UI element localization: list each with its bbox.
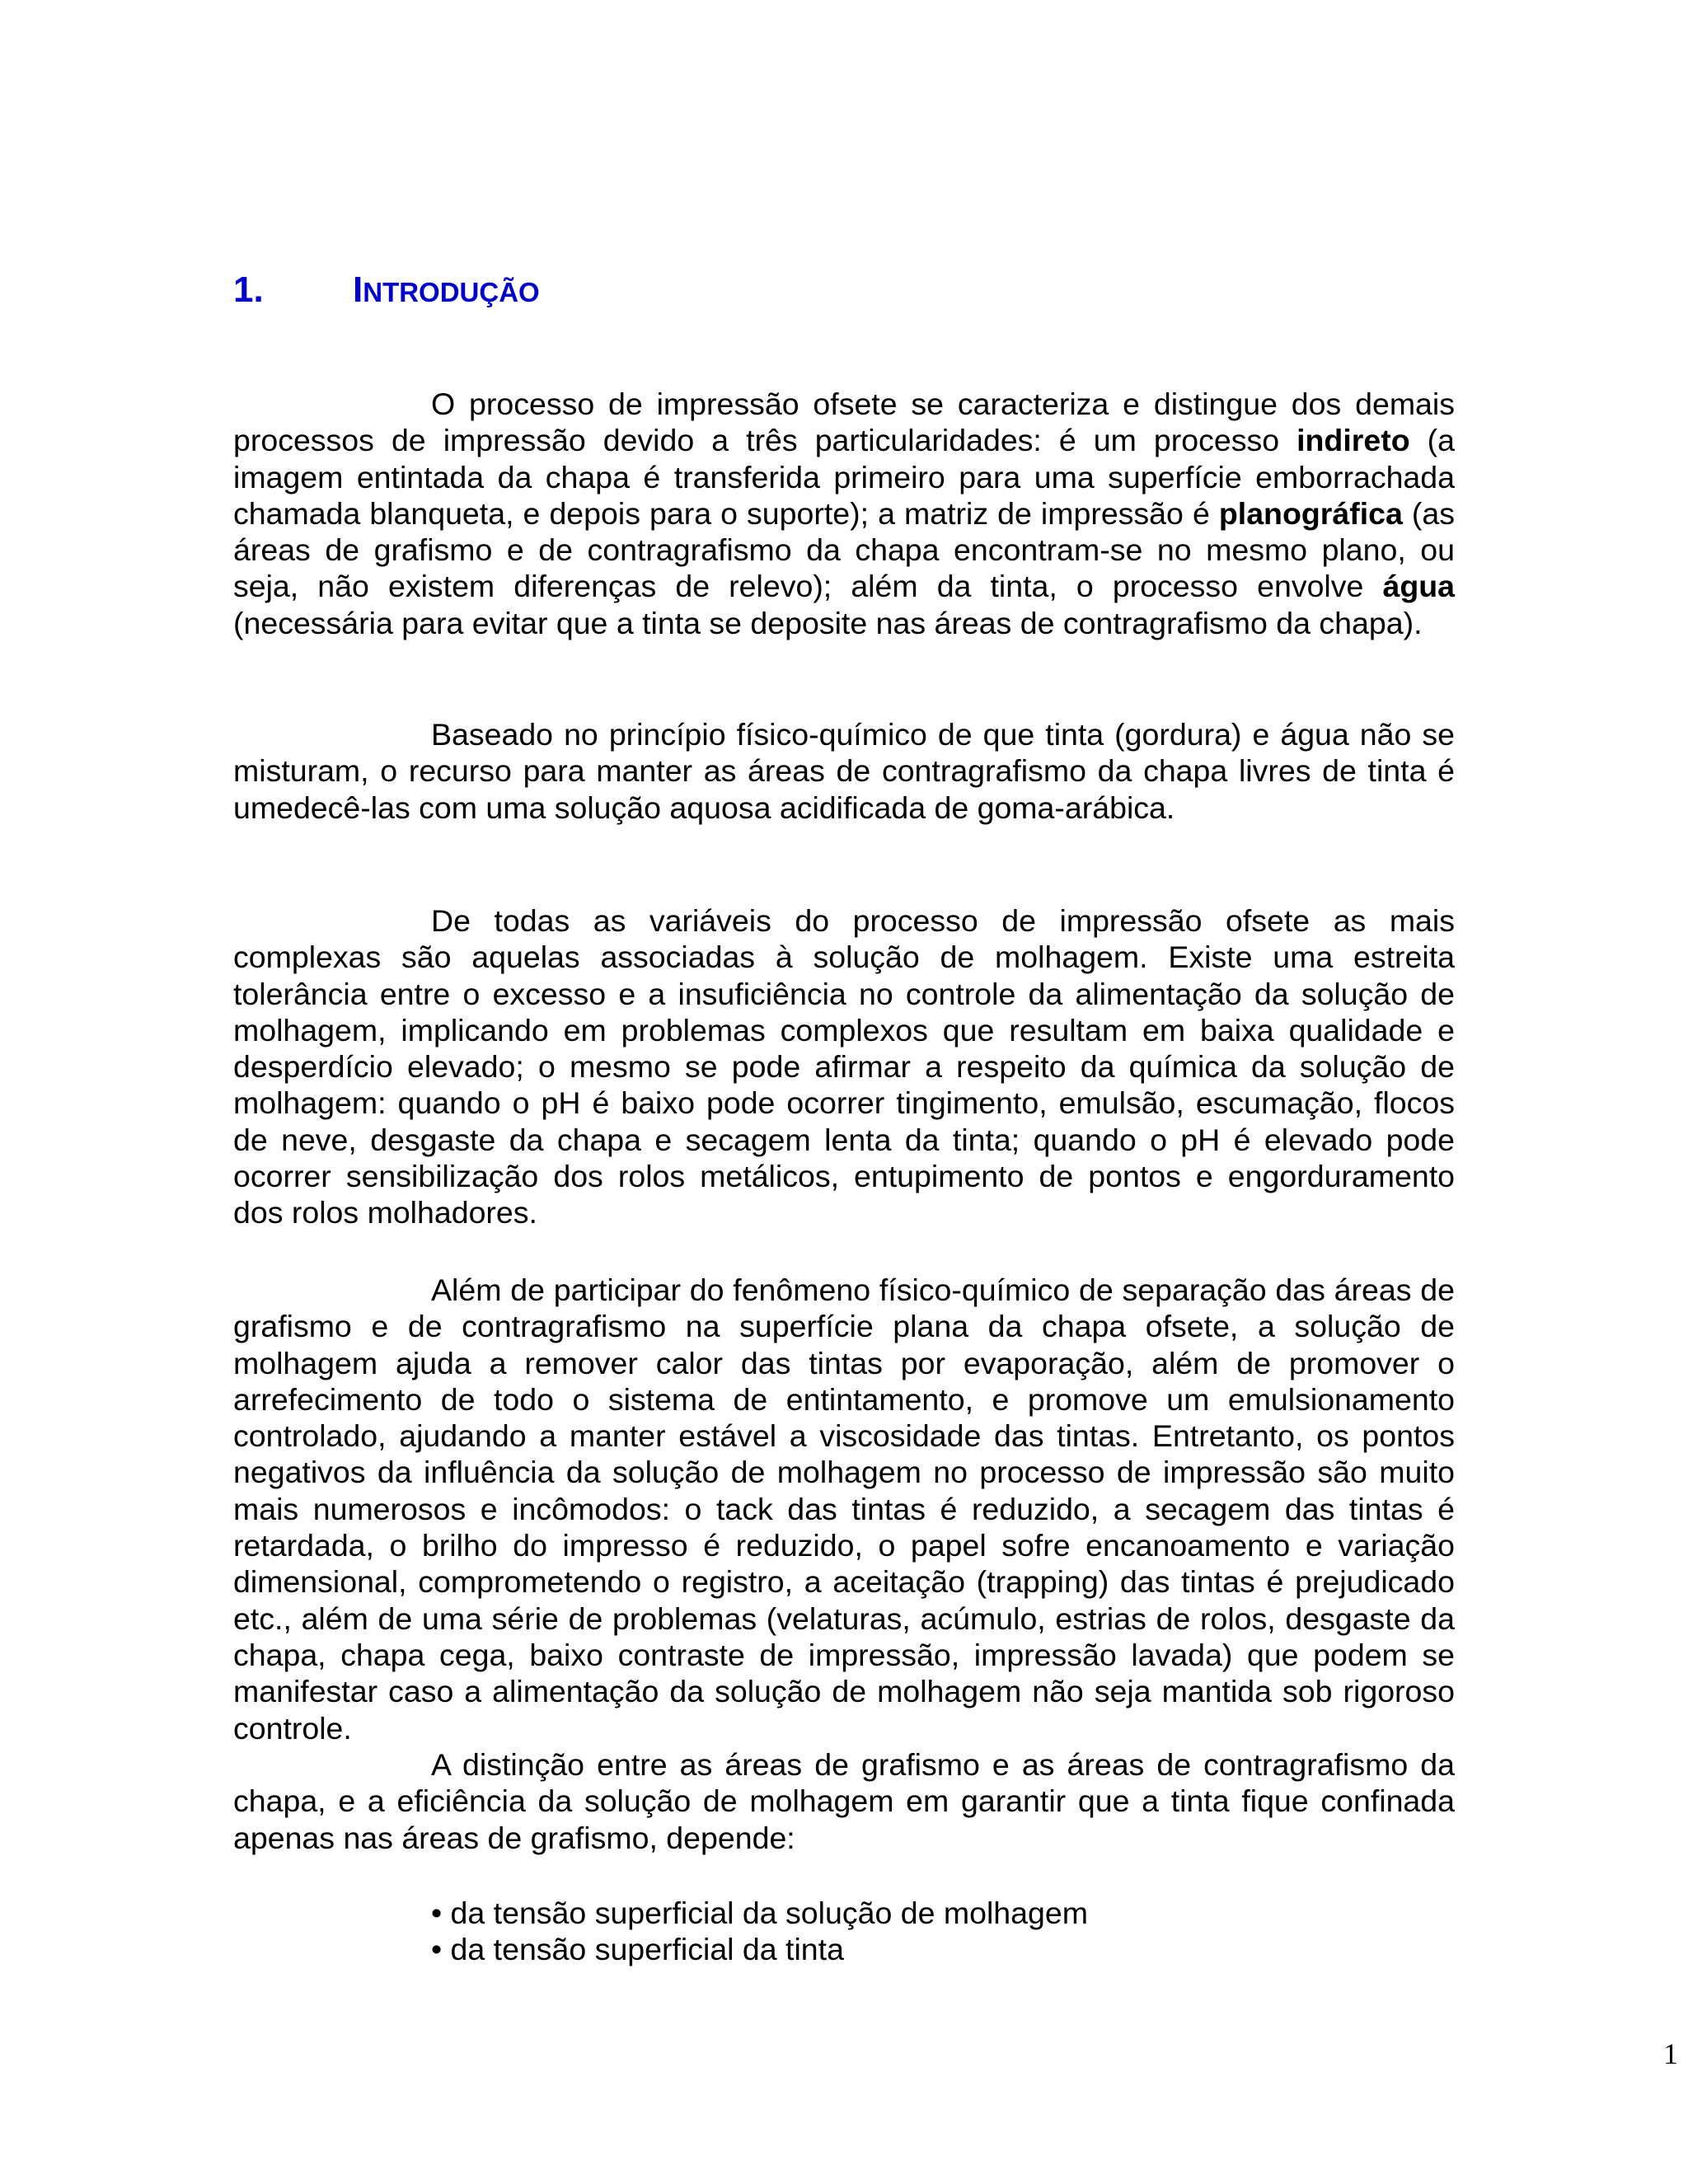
paragraph-variables: De todas as variáveis do processo de impressão ofsete as mais complexas são aquelas associadas à solução de molhagem. Existe uma estreita tolerância entre o excesso e a insuficiência no controle da alimentação da solução de molhagem, implicando em problemas complexos que resultam em baixa qualidade e desperdício elevado; o mesmo se pode afirmar a respeito da química da solução de molhagem: quando o pH é baixo pode ocorrer tingimento, emulsão, escumação, flocos de neve, desgaste da chapa e secagem lenta da tinta; quando o pH é elevado pode ocorrer sensibilização dos rolos metálicos, entupimento de pontos e engorduramento dos rolos molhadores.: [233, 903, 1455, 1230]
paragraph-effects: Além de participar do fenômeno físico-químico de separação das áreas de grafismo e de contragrafismo na superfície plana da chapa ofsete, a solução de molhagem ajuda a remover calor das tintas por evaporação, além de promover o arrefecimento de todo o sistema de entintamento, e promove um emulsionamento controlado, ajudando a manter estável a viscosidade das tintas. Entretanto, os pontos negativos da influência da solução de molhagem no processo de impressão são muito mais numerosos e incômodos: o tack das tintas é reduzido, a secagem das tintas é retardada, o brilho do impresso é reduzido, o papel sofre encanoamento e variação dimensional, comprometendo o registro, a aceitação (trapping) das tintas é prejudicado etc., além de uma série de problemas (velaturas, acúmulo, estrias de rolos, desgaste da chapa, chapa cega, baixo contraste de impressão, impressão lavada) que podem se manifestar caso a alimentação da solução de molhagem não seja mantida sob rigoroso controle.: [233, 1272, 1455, 1746]
dependency-list: [431, 1895, 1088, 1968]
paragraph-principle: Baseado no princípio físico-químico de que tinta (gordura) e água não se misturam, o recurso para manter as áreas de contragrafismo da chapa livres de tinta é umedecê-las com uma solução aquosa acidificada de goma-arábica.: [233, 717, 1455, 825]
paragraph-text: O processo de impressão ofsete se caracteriza e distingue dos demais processos de impressão devido a três particularidades: é um processo: [233, 387, 1455, 458]
page-number: 1: [1663, 2037, 1678, 2070]
paragraph-text: (a imagem entintada da chapa é transferida primeiro para uma superfície emborrachada chamada blanqueta, e depois para o suporte); a matriz de impressão é: [233, 423, 1455, 531]
section-title-rest: NTRODUÇÃO: [363, 277, 540, 307]
paragraph-distinction: A distinção entre as áreas de grafismo e as áreas de contragrafismo da chapa, e a eficiência da solução de molhagem em garantir que a tinta fique confinada apenas nas áreas de grafismo, depende:: [233, 1747, 1455, 1855]
bold-term-indireto: indireto: [1296, 423, 1410, 458]
paragraph-text: (as áreas de grafismo e de contragrafismo da chapa encontram-se no mesmo plano, ou seja, não existem diferenças de relevo); além da tinta, o processo envolve: [233, 495, 1455, 604]
list-item: • da tensão superficial da solução de molhagem: [431, 1896, 1088, 1930]
bold-term-planografica: planográfica: [1218, 495, 1403, 531]
bold-term-agua: água: [1382, 569, 1455, 604]
section-number: 1.: [233, 269, 264, 310]
list-item: • da tensão superficial da tinta: [431, 1932, 844, 1967]
section-title: [353, 265, 540, 317]
paragraph-intro: [233, 386, 1455, 641]
paragraph-text: (necessária para evitar que a tinta se deposite nas áreas de contragrafismo da chapa).: [233, 605, 1423, 640]
section-title-initial: I: [353, 269, 363, 310]
